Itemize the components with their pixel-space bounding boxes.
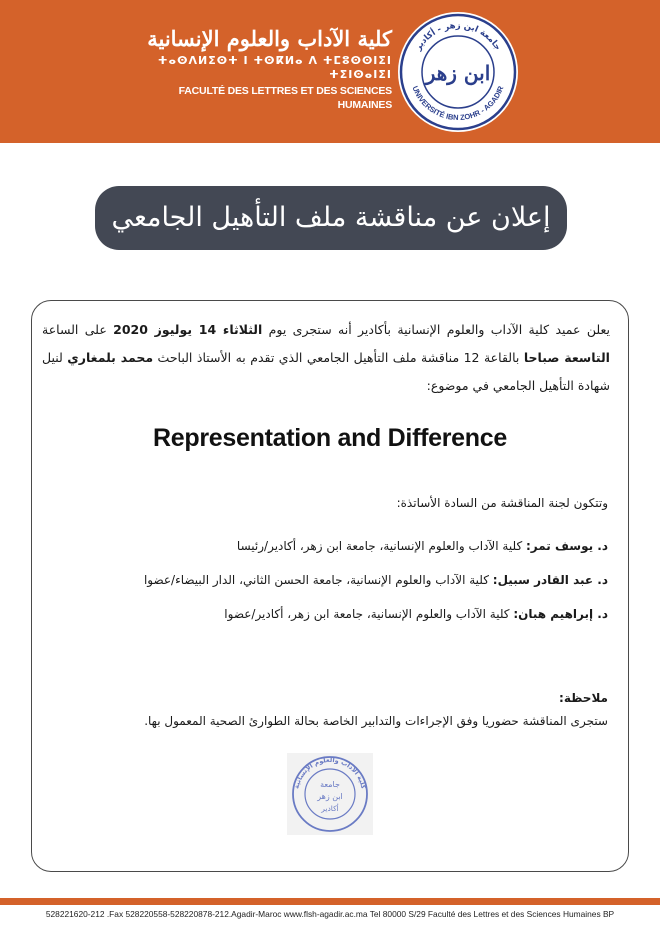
seal-center-calligraphy: ابن زهر [425,61,491,85]
page-header [0,0,660,143]
member-affiliation: كلية الآداب والعلوم الإنسانية، جامعة ابن زهر، أكادير/رئيسا [236,539,526,553]
member-name: د. إبراهيم هبان: [513,607,608,621]
footer-contact-info: 528221620-212 .Fax 528220558-528220878-212.Agadir-Maroc www.flsh-agadir.ac.ma Tel 80000 S/29 Faculté des Lettres et des Sciences Humaines BP [45,909,615,919]
member-name: د. يوسف تمر: [525,539,608,553]
faculty-name-tifinagh: ⵜⴰⵙⴷⵍⵉⵙⵜ ⵏ ⵜⵙⴽⵍⴰ ⴷ ⵜⵎⵓⵙⵙⵏⵉⵏ ⵜⵉⵏⵙⴰⵏⵉⵏ [157,54,392,81]
note-label: ملاحظة: [559,691,608,705]
stamp-line-3: أكادير [321,804,339,813]
member-affiliation: كلية الآداب والعلوم الإنسانية، جامعة ابن زهر، أكادير/عضوا [224,607,514,621]
stamp-line-1: جامعة [320,780,340,789]
defense-time: التاسعة صباحا [523,350,610,365]
defense-date: الثلاثاء 14 يوليوز 2020 [113,322,263,337]
footer-rule [0,898,660,905]
thesis-title: Representation and Difference [153,424,507,452]
committee-member [48,569,608,591]
member-affiliation: كلية الآداب والعلوم الإنسانية، جامعة الحسن الثاني، الدار البيضاء/عضوا [143,573,493,587]
faculty-name-arabic: كلية الآداب والعلوم الإنسانية [147,26,392,51]
seal-french-ring-text: UNIVERSITÉ IBN ZOHR - AGADIR [410,84,506,123]
announcement-paragraph [42,316,610,400]
announcement-text-1: يعلن عميد كلية الآداب والعلوم الإنسانية بأكادير أنه ستجرى يوم [268,322,610,337]
title-banner [95,186,567,250]
candidate-name: محمد بلمغاري [67,350,154,365]
seal-arabic-ring-text: جامعة ابن زهر - أكادير [413,20,503,53]
faculty-stamp-icon [287,753,373,835]
announcement-text-2: على الساعة [42,322,107,337]
faculty-logo [130,26,392,111]
stamp-line-2: ابن زهر [317,792,343,801]
committee-member [48,603,608,625]
announcement-text-3: بالقاعة 12 مناقشة ملف التأهيل الجامعي الذي تقدم به الأستاذ الباحث [157,350,520,365]
committee-member [48,535,608,557]
page-title: إعلان عن مناقشة ملف التأهيل الجامعي [111,202,551,233]
committee-intro: وتتكون لجنة المناقشة من السادة الأساتذة: [396,496,608,510]
note-text: ستجرى المناقشة حضوريا وفق الإجراءات والتدابير الخاصة بحالة الطوارئ الصحية المعمول بها. [144,714,608,728]
member-name: د. عبد القادر سبيل: [492,573,608,587]
announcement-text-4: لنيل شهادة التأهيل الجامعي في موضوع: [42,350,610,393]
faculty-name-french: FACULTÉ DES LETTRES ET DES SCIENCES HUMAINES [178,85,392,111]
stamp-ring-text: كلية الآداب والعلوم الإنسانية [292,755,368,790]
university-seal-icon [396,10,520,134]
